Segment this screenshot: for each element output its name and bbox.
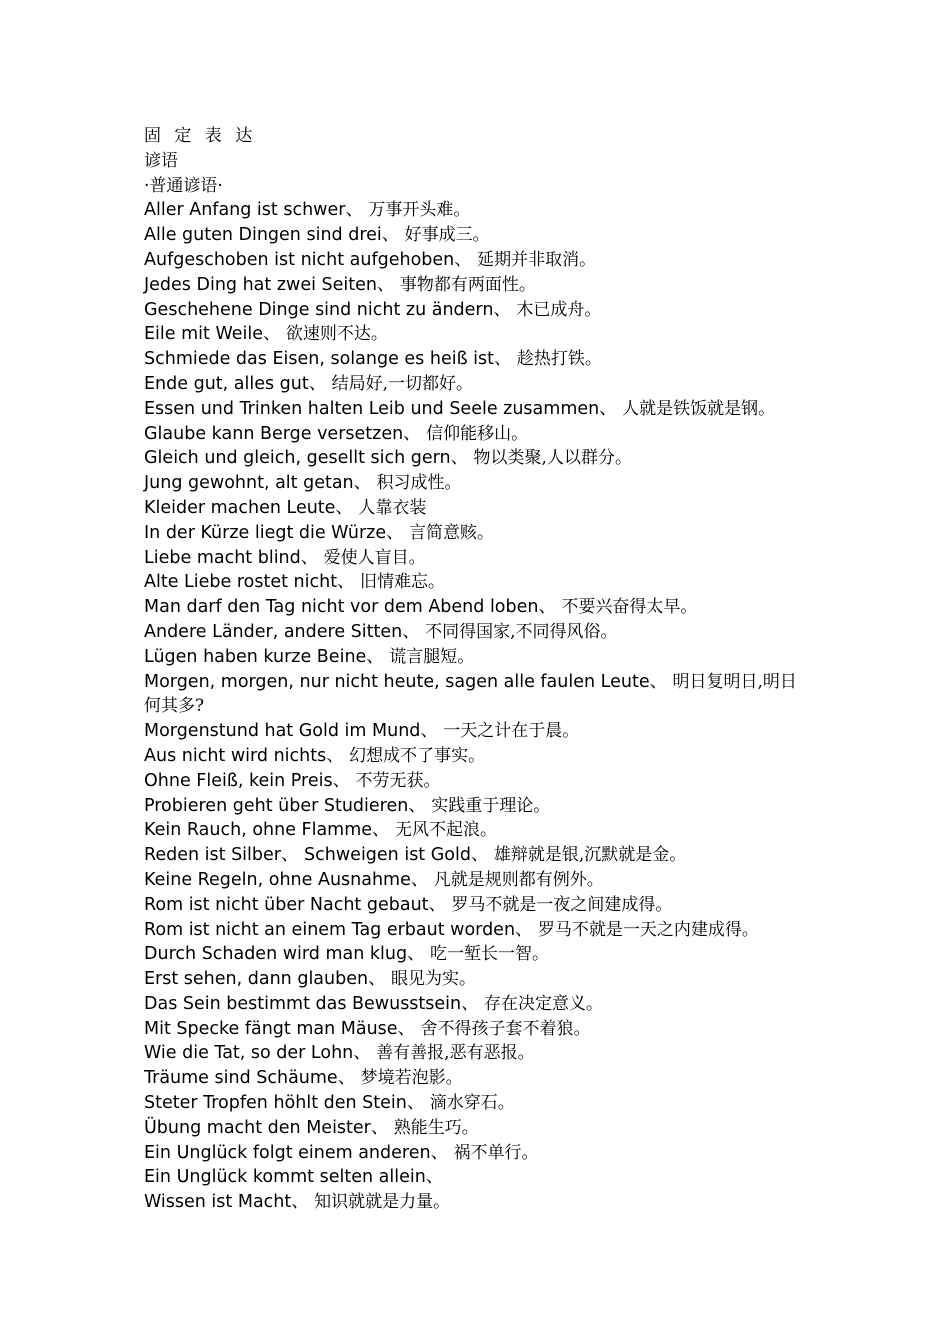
proverb-german: In der Kürze liegt die Würze、 (144, 522, 404, 543)
proverb-line (144, 1165, 804, 1190)
proverb-german: Durch Schaden wird man klug、 (144, 944, 425, 965)
proverb-german: Reden ist Silber、 Schweigen ist Gold、 (144, 845, 489, 866)
proverb-chinese: 善有善报,恶有恶报。 (370, 1043, 535, 1064)
proverb-chinese: 幻想成不了事实。 (343, 745, 486, 766)
proverb-chinese: 结局好,一切都好。 (326, 373, 474, 394)
proverb-line (144, 570, 804, 595)
proverb-german: Kleider machen Leute、 (144, 497, 353, 518)
proverb-german: Andere Länder, andere Sitten、 (144, 621, 420, 642)
proverb-line (144, 496, 804, 521)
proverb-line (144, 422, 804, 447)
proverb-german: Lügen haben kurze Beine、 (144, 646, 384, 667)
proverb-chinese: 存在决定意义。 (478, 993, 604, 1014)
proverb-german: Morgen, morgen, nur nicht heute, sagen alle faulen Leute、 (144, 671, 668, 692)
proverb-line (144, 347, 804, 372)
proverb-german: Glaube kann Berge versetzen、 (144, 423, 421, 444)
proverb-chinese: 木已成舟。 (510, 299, 602, 320)
proverb-chinese: 言简意赅。 (403, 522, 495, 543)
proverb-german: Aller Anfang ist schwer、 (144, 200, 363, 221)
proverb-line (144, 744, 804, 769)
proverb-line (144, 1017, 804, 1042)
proverb-line (144, 967, 804, 992)
proverb-german: Gleich und gleich, gesellt sich gern、 (144, 448, 469, 469)
proverb-line (144, 769, 804, 794)
proverb-chinese: 旧情难忘。 (354, 572, 445, 593)
proverb-line (144, 620, 804, 645)
proverb-chinese: 滴水穿石。 (424, 1093, 515, 1114)
proverb-chinese: 趁热打铁。 (511, 349, 602, 370)
proverb-german: Rom ist nicht an einem Tag erbaut worden、 (144, 919, 533, 940)
proverb-line (144, 1116, 804, 1141)
proverb-german: Träume sind Schäume、 (144, 1068, 356, 1089)
proverb-german: Man darf den Tag nicht vor dem Abend loben、 (144, 597, 556, 618)
proverb-german: Geschehene Dinge sind nicht zu ändern、 (144, 299, 511, 320)
proverb-german: Morgenstund hat Gold im Mund、 (144, 721, 438, 742)
proverb-line (144, 248, 804, 273)
proverb-german: Liebe macht blind、 (144, 547, 319, 568)
proverb-german: Eile mit Weile、 (144, 324, 281, 345)
proverb-german: Ein Unglück kommt selten allein、 (144, 1167, 444, 1188)
proverb-line (144, 1190, 804, 1215)
page-title: 固 定 表 达 (144, 126, 257, 146)
proverb-german: Steter Tropfen höhlt den Stein、 (144, 1093, 425, 1114)
proverb-line (144, 1091, 804, 1116)
proverb-german: Übung macht den Meister、 (144, 1117, 389, 1138)
proverb-chinese: 雄辩就是银,沉默就是金。 (488, 845, 687, 866)
proverb-chinese: 舍不得孩子套不着狼。 (415, 1018, 591, 1039)
proverb-line (144, 298, 804, 323)
proverb-german: Jung gewohnt, alt getan、 (144, 473, 372, 494)
proverb-chinese: 眼见为实。 (385, 969, 476, 990)
proverb-line (144, 918, 804, 943)
proverb-line (144, 818, 804, 843)
proverb-german: Jedes Ding hat zwei Seiten、 (144, 274, 395, 295)
proverb-chinese: 不同得国家,不同得风俗。 (419, 621, 618, 642)
proverb-german: Wie die Tat, so der Lohn、 (144, 1043, 371, 1064)
proverb-chinese: 万事开头难。 (362, 200, 471, 221)
proverb-line (144, 670, 804, 720)
proverb-line (144, 893, 804, 918)
proverb-chinese: 人就是铁饭就是钢。 (616, 398, 776, 419)
proverb-chinese: 一天之计在于晨。 (437, 721, 580, 742)
proverb-german: Kein Rauch, ohne Flamme、 (144, 820, 390, 841)
proverb-german: Alte Liebe rostet nicht、 (144, 572, 355, 593)
proverb-chinese: 不劳无获。 (350, 770, 441, 791)
proverb-chinese: 延期并非取消。 (471, 249, 597, 270)
proverb-chinese: 信仰能移山。 (420, 423, 529, 444)
proverb-chinese: 不要兴奋得太早。 (556, 597, 698, 618)
proverb-line (144, 372, 804, 397)
proverb-chinese: 谎言腿短。 (383, 646, 475, 667)
proverb-chinese: 积习成性。 (371, 473, 462, 494)
proverb-german: Ende gut, alles gut、 (144, 373, 327, 394)
proverb-chinese: 物以类聚,人以群分。 (468, 448, 632, 469)
proverb-german: Rom ist nicht über Nacht gebaut、 (144, 894, 447, 915)
proverb-chinese: 吃一堑长一智。 (424, 944, 549, 965)
proverb-line (144, 322, 804, 347)
proverb-line (144, 273, 804, 298)
proverb-chinese: 知识就就是力量。 (308, 1192, 451, 1213)
proverb-chinese: 梦境若泡影。 (355, 1068, 463, 1089)
proverb-line (144, 446, 804, 471)
proverb-line (144, 645, 804, 670)
proverb-german: Das Sein bestimmt das Bewusstsein、 (144, 993, 479, 1014)
proverb-line (144, 794, 804, 819)
proverb-line (144, 992, 804, 1017)
section-heading: 谚语 (144, 150, 178, 171)
proverb-german: Aufgeschoben ist nicht aufgehoben、 (144, 249, 472, 270)
proverb-line (144, 868, 804, 893)
proverb-line (144, 1141, 804, 1166)
proverb-line (144, 223, 804, 248)
proverb-german: Wissen ist Macht、 (144, 1192, 309, 1213)
subsection-heading: ·普通谚语· (144, 175, 223, 196)
proverb-line (144, 521, 804, 546)
proverb-line (144, 942, 804, 967)
proverb-line (144, 1041, 804, 1066)
proverb-line (144, 471, 804, 496)
proverb-chinese: 爱使人盲目。 (318, 547, 426, 568)
proverb-german: Ohne Fleiß, kein Preis、 (144, 770, 351, 791)
proverb-german: Mit Specke fängt man Mäuse、 (144, 1018, 416, 1039)
proverb-german: Probieren geht über Studieren、 (144, 795, 426, 816)
proverb-line (144, 397, 804, 422)
proverb-chinese: 欲速则不达。 (280, 324, 388, 345)
proverb-german: Ein Unglück folgt einem anderen、 (144, 1142, 449, 1163)
proverb-german: Erst sehen, dann glauben、 (144, 969, 386, 990)
proverb-line (144, 595, 804, 620)
proverb-chinese: 凡就是规则都有例外。 (428, 869, 604, 890)
proverb-german: Keine Regeln, ohne Ausnahme、 (144, 869, 429, 890)
proverb-line (144, 198, 804, 223)
proverb-chinese: 明日复明日,明日何其多? (144, 671, 797, 717)
proverb-chinese: 实践重于理论。 (425, 795, 551, 816)
document-body (144, 124, 804, 1215)
proverb-german: Alle guten Dingen sind drei、 (144, 225, 400, 246)
proverb-chinese: 人靠衣装 (352, 497, 427, 518)
proverb-line (144, 1066, 804, 1091)
proverb-line (144, 546, 804, 571)
proverb-line (144, 843, 804, 868)
proverb-chinese: 祸不单行。 (448, 1142, 539, 1163)
proverb-chinese: 罗马不就是一夜之间建成得。 (446, 894, 673, 915)
proverb-chinese: 熟能生巧。 (388, 1117, 479, 1138)
proverb-chinese: 无风不起浪。 (389, 820, 497, 841)
proverb-german: Schmiede das Eisen, solange es heiß ist、 (144, 349, 512, 370)
proverb-line (144, 719, 804, 744)
proverb-list (144, 198, 804, 1215)
proverb-chinese: 事物都有两面性。 (394, 274, 536, 295)
proverb-chinese: 好事成三。 (399, 225, 490, 246)
proverb-german: Essen und Trinken halten Leib und Seele zusammen、 (144, 398, 617, 419)
proverb-german: Aus nicht wird nichts、 (144, 745, 344, 766)
proverb-chinese: 罗马不就是一天之内建成得。 (532, 919, 759, 940)
